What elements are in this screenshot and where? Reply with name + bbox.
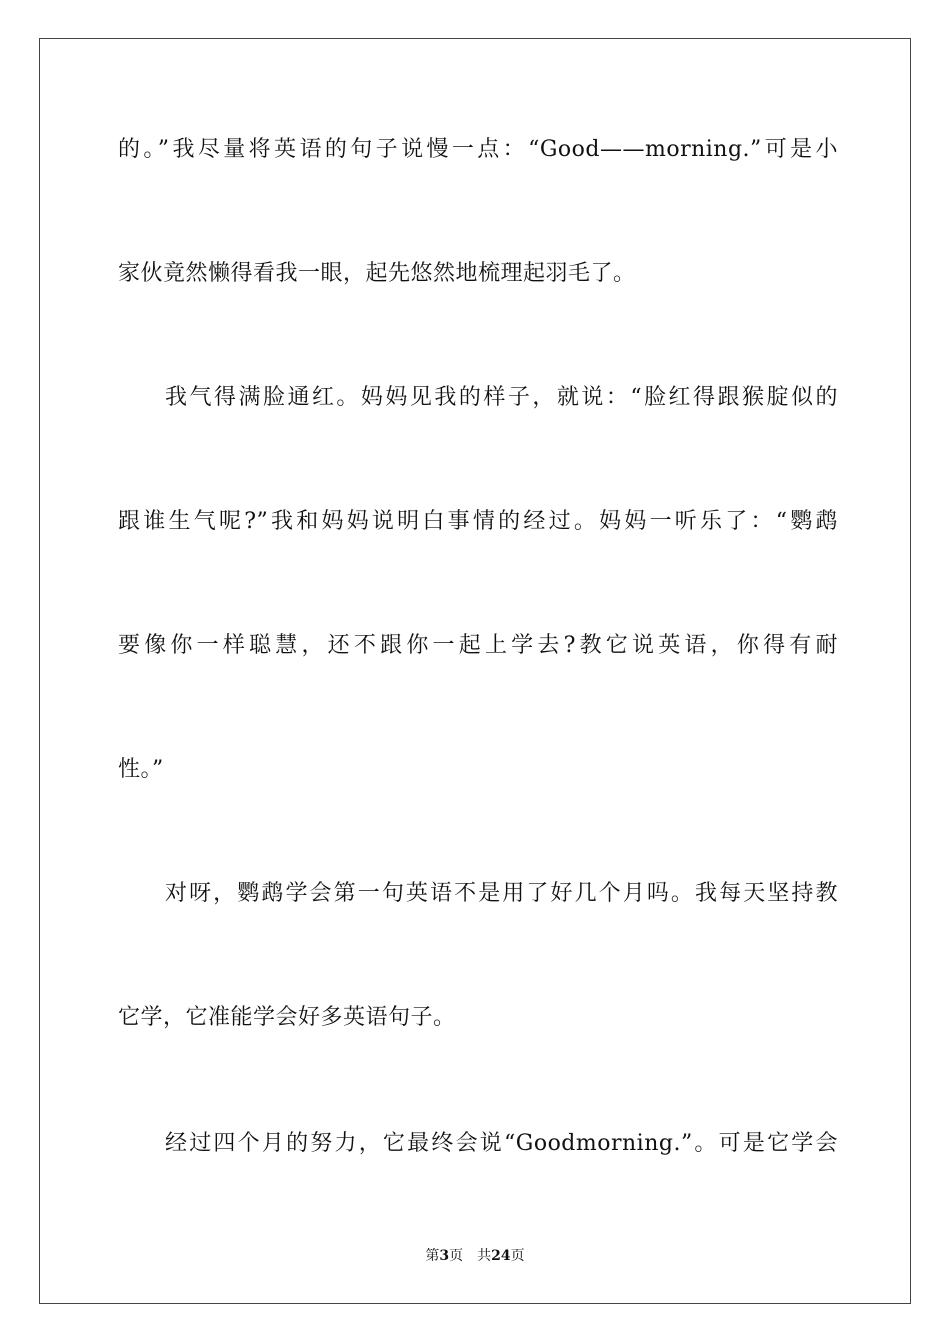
total-prefix: 共 (477, 1248, 492, 1264)
text-line-9: 经过四个月的努力，它最终会说“Goodmorning.”。可是它学会 (165, 1131, 838, 1156)
page-current: 3 (439, 1248, 450, 1264)
total-pages: 24 (491, 1248, 511, 1264)
text-line-3: 我气得满脸通红。妈妈见我的样子，就说：“脸红得跟猴腚似的 (165, 385, 838, 410)
page-suffix: 页 (449, 1248, 464, 1264)
text-line-4: 跟谁生气呢?”我和妈妈说明白事情的经过。妈妈一听乐了：“鹦鹉 (118, 509, 838, 534)
text-line-8: 它学，它准能学会好多英语句子。 (118, 1005, 456, 1030)
text-line-6: 性。” (118, 757, 164, 782)
page-footer (0, 1247, 950, 1265)
page-border (39, 38, 911, 1304)
text-line-5: 要像你一样聪慧，还不跟你一起上学去?教它说英语，你得有耐 (118, 633, 838, 658)
text-line-7: 对呀，鹦鹉学会第一句英语不是用了好几个月吗。我每天坚持教 (165, 881, 838, 906)
total-suffix: 页 (510, 1248, 525, 1264)
page-prefix: 第 (425, 1248, 440, 1264)
text-line-1: 的。”我尽量将英语的句子说慢一点：“Good——morning.”可是小 (118, 137, 838, 162)
text-line-2: 家伙竟然懒得看我一眼，起先悠然地梳理起羽毛了。 (118, 261, 636, 286)
